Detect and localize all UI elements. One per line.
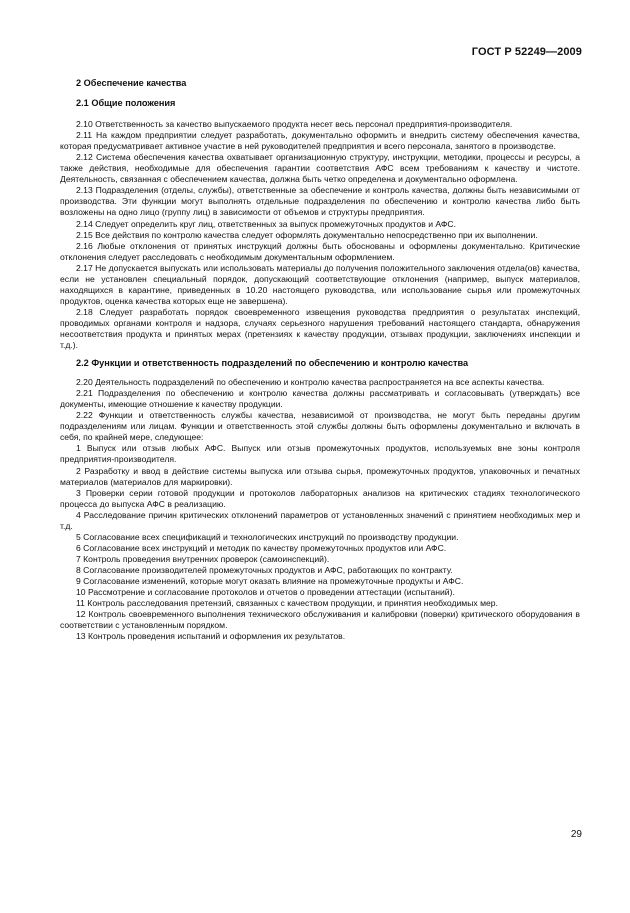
subsection-title-general: 2.1 Общие положения [76, 98, 176, 109]
list-item: 10 Рассмотрение и согласование протоколов и отчетов о проведении аттестации (испытаний). [76, 587, 455, 598]
list-item: 11 Контроль расследования претензий, связанных с качеством продукции, и принятия необходимых мер. [76, 598, 498, 609]
paragraph: 2.21 Подразделения по обеспечению и контролю качества должны рассматривать и согласовывать (утверждать) все документы, имеющие отношение к качеству продукции. [60, 388, 580, 410]
section-title: 2 Обеспечение качества [76, 78, 187, 88]
list-item: 5 Согласование всех спецификаций и технологических инструкций по производству продукции. [76, 531, 459, 542]
paragraph: 2.22 Функции и ответственность службы качества, независимой от производства, не могут быть переданы другим подразделениям или лицам. Функции и ответственность этой службы должны быть оформлены документально и включать в себя, по крайней мере, следующее: [60, 410, 580, 443]
list-item: 6 Согласование всех инструкций и методик по качеству промежуточных продуктов или АФС. [76, 542, 447, 553]
paragraph: 2.13 Подразделения (отделы, службы), ответственные за обеспечение и контроль качества, должны быть независимыми от производства. Эти функции могут выполнять отдельные подразделения по обеспечению и контролю качества либо быть возложены на одно лицо (группу лиц) в зависимости от объемов и структуры предприятия. [60, 185, 580, 218]
page-number: 29 [570, 829, 582, 840]
paragraph: 2.15 Все действия по контролю качества следует оформлять документально непосредственно при их выполнении. [76, 229, 538, 240]
paragraph: 2.12 Система обеспечения качества охватывает организационную структуру, инструкции, методики, процессы и ресурсы, а также действия, необходимые для обеспечения гарантии соответствия АФС всем требованиям к качеству и чистоте. Деятельность, связанная с обеспечением качества, должна быть четко определена и документально оформлена. [60, 152, 580, 185]
paragraph: 2.17 Не допускается выпускать или использовать материалы до получения положительного заключения отдела(ов) качества, если не установлен специальный порядок, допускающий соответствующие отклонения (например, выпуск материалов, находящихся в карантине, приведенных в 10.20 настоящего руководства, или использование сырья или промежуточных продуктов, оценка качества которых еще не завершена). [60, 262, 580, 306]
paragraph: 2.10 Ответственность за качество выпускаемого продукта несет весь персонал предприятия-производителя. [76, 119, 513, 130]
list-item: 8 Согласование производителей промежуточных продуктов и АФС, работающих по контракту. [76, 564, 453, 575]
subsection-title-functions: 2.2 Функции и ответственность подразделений по обеспечению и контролю качества [76, 358, 469, 369]
list-item: 7 Контроль проведения внутренних проверок (самоинспекций). [76, 553, 330, 564]
paragraph: 2.20 Деятельность подразделений по обеспечению и контролю качества распространяется на все аспекты качества. [76, 377, 545, 388]
paragraph: 2.16 Любые отклонения от принятых инструкций должны быть обоснованы и оформлены документально. Критические отклонения следует расследовать с необходимым документальным оформлением. [60, 240, 580, 262]
paragraph: 2.18 Следует разработать порядок своевременного извещения руководства предприятия о результатах инспекций, проводимых органами контроля и надзора, случаях серьезного нарушения требований настоящего стандарта, обнаружения несоответствия продукта и принятых мерах (претензиях к качеству продукции, отзывах продукции, заключениях инспекции и т.д.). [60, 306, 580, 351]
list-item: 3 Проверки серии готовой продукции и протоколов лабораторных анализов на критических стадиях технологического процесса до выпуска АФС в реализацию. [60, 487, 580, 509]
list-item: 9 Согласование изменений, которые могут оказать влияние на промежуточные продукты и АФС. [76, 575, 464, 586]
list-item: 4 Расследование причин критических отклонений параметров от установленных значений с принятием необходимых мер и т.д. [60, 509, 580, 531]
list-item: 2 Разработку и ввод в действие системы выпуска или отзыва сырья, промежуточных продуктов, упаковочных и печатных материалов (материалов для маркировки). [60, 465, 580, 487]
document-body [60, 78, 580, 642]
standard-number-header: ГОСТ Р 52249—2009 [471, 46, 582, 58]
list-item: 12 Контроль своевременного выполнения технического обслуживания и калибровки (поверки) критического оборудования в соответствии с установленным порядком. [60, 609, 580, 631]
list-item: 1 Выпуск или отзыв любых АФС. Выпуск или отзыв промежуточных продуктов, используемых вне зоны контроля предприятия-производителя. [60, 443, 580, 465]
paragraph: 2.14 Следует определить круг лиц, ответственных за выпуск промежуточных продуктов и АФС. [76, 218, 456, 229]
list-item: 13 Контроль проведения испытаний и оформления их результатов. [76, 631, 346, 642]
paragraph: 2.11 На каждом предприятии следует разработать, документально оформить и внедрить систему обеспечения качества, которая предусматривает активное участие в ней руководителей предприятия и всего персонала, занятого в производстве. [60, 130, 580, 152]
